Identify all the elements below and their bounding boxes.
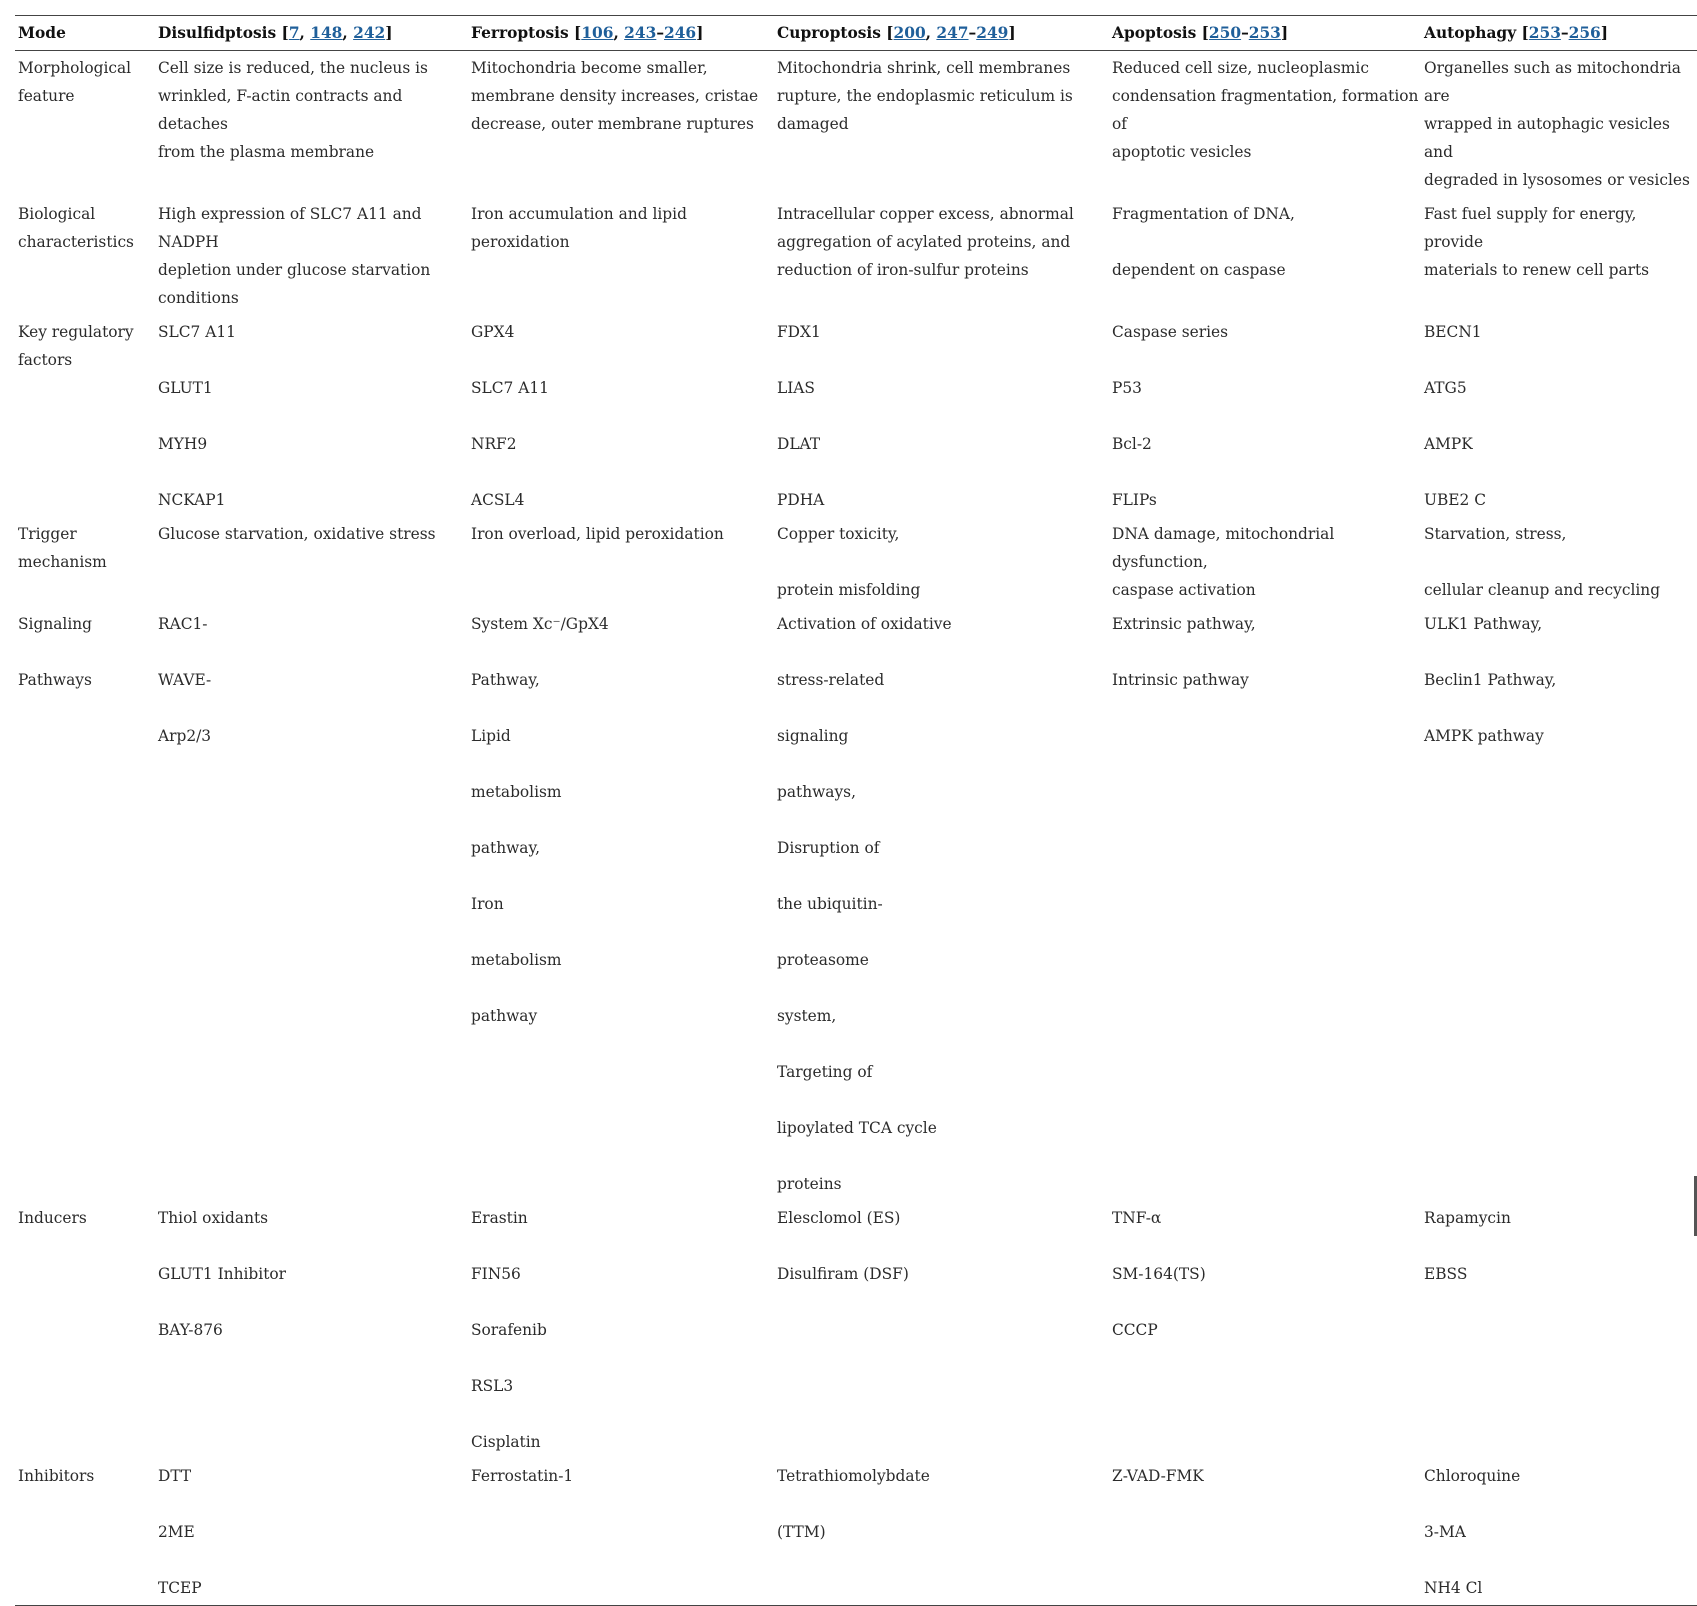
row-label <box>15 1459 155 1606</box>
cell-text: proteasome <box>777 951 869 969</box>
cell-text: GPX4 <box>471 323 515 341</box>
cell-text: Iron <box>471 895 504 913</box>
line-spacer <box>777 806 1109 834</box>
table-cell <box>774 315 1109 517</box>
table-row <box>15 197 1697 315</box>
line-spacer <box>158 402 468 430</box>
column-title: Autophagy [ <box>1424 24 1529 42</box>
table-cell <box>1109 51 1421 198</box>
cell-text: pathway, <box>471 839 541 857</box>
cell-text: the ubiquitin- <box>777 895 883 913</box>
line-spacer <box>471 1344 774 1372</box>
cell-text: signaling <box>777 727 849 745</box>
line-spacer <box>777 1142 1109 1170</box>
cell-text: Pathway, <box>471 671 540 689</box>
citation-link[interactable]: 250 <box>1208 24 1242 42</box>
cell-text: pathway <box>471 1007 538 1025</box>
cell-text: Organelles such as mitochondria are <box>1424 59 1681 105</box>
cell-text: High expression of SLC7 A11 and NADPH <box>158 205 422 251</box>
line-spacer <box>777 694 1109 722</box>
cell-text: stress-related <box>777 671 885 689</box>
cell-text: lipoylated TCA cycle <box>777 1119 937 1137</box>
citation-separator: – <box>656 24 665 42</box>
row-label-text: Biological <box>18 205 96 223</box>
cell-text: WAVE- <box>158 671 212 689</box>
cell-text: Copper toxicity, <box>777 525 900 543</box>
table-cell <box>774 1459 1109 1606</box>
header-ferroptosis <box>468 16 774 51</box>
cell-text: proteins <box>777 1175 842 1193</box>
cell-text: Intracellular copper excess, abnormal <box>777 205 1074 223</box>
table-cell <box>155 315 468 517</box>
line-spacer <box>777 974 1109 1002</box>
table-cell <box>155 1201 468 1459</box>
cell-text: Bcl-2 <box>1112 435 1152 453</box>
line-spacer <box>777 638 1109 666</box>
table-cell <box>468 1201 774 1459</box>
citation-link[interactable]: 242 <box>353 24 386 42</box>
row-label-text: Signaling <box>18 615 93 633</box>
line-spacer <box>1424 1546 1697 1574</box>
table-cell <box>774 51 1109 198</box>
line-spacer <box>777 346 1109 374</box>
cell-text: membrane density increases, cristae <box>471 87 759 105</box>
line-spacer <box>471 974 774 1002</box>
line-spacer <box>1112 1288 1421 1316</box>
row-label <box>15 517 155 607</box>
table-header <box>15 16 1697 51</box>
cell-text: NRF2 <box>471 435 517 453</box>
cell-text: decrease, outer membrane ruptures <box>471 115 754 133</box>
cell-text: Intrinsic pathway <box>1112 671 1249 689</box>
line-spacer <box>471 1400 774 1428</box>
line-spacer <box>471 458 774 486</box>
table-row <box>15 1201 1697 1459</box>
cell-text: Thiol oxidants <box>158 1209 269 1227</box>
cell-text: GLUT1 <box>158 379 213 397</box>
cell-text: Fast fuel supply for energy, provide <box>1424 205 1637 251</box>
table-cell <box>468 315 774 517</box>
line-spacer <box>471 1232 774 1260</box>
cell-text: Activation of oxidative <box>777 615 952 633</box>
cell-text: metabolism <box>471 951 562 969</box>
cell-text: DLAT <box>777 435 821 453</box>
cell-text: materials to renew cell parts <box>1424 261 1650 279</box>
table-cell <box>468 517 774 607</box>
row-label-text: Key regulatory <box>18 323 134 341</box>
cell-text: UBE2 C <box>1424 491 1486 509</box>
header-cuproptosis <box>774 16 1109 51</box>
cell-text: wrapped in autophagic vesicles and <box>1424 115 1670 161</box>
header-apoptosis <box>1109 16 1421 51</box>
cell-text: FLIPs <box>1112 491 1157 509</box>
cell-text: ULK1 Pathway, <box>1424 615 1543 633</box>
cell-text: LIAS <box>777 379 815 397</box>
cell-text: Disruption of <box>777 839 880 857</box>
citation-link[interactable]: 253 <box>1248 24 1281 42</box>
citation-separator: – <box>968 24 977 42</box>
cell-text: Iron accumulation and lipid peroxidation <box>471 205 687 251</box>
line-spacer <box>1112 402 1421 430</box>
cell-text: pathways, <box>777 783 856 801</box>
cell-text: GLUT1 Inhibitor <box>158 1265 287 1283</box>
row-label-text: Inducers <box>18 1209 87 1227</box>
table-cell <box>1421 197 1697 315</box>
cell-text: reduction of iron-sulfur proteins <box>777 261 1029 279</box>
table-cell <box>774 1201 1109 1459</box>
table-cell <box>155 197 468 315</box>
cell-text: apoptotic vesicles <box>1112 143 1252 161</box>
line-spacer <box>471 346 774 374</box>
line-spacer <box>471 918 774 946</box>
line-spacer <box>1424 638 1697 666</box>
table-cell <box>1421 1459 1697 1606</box>
citation-separator: , <box>613 24 625 42</box>
column-title: Cuproptosis [ <box>777 24 894 42</box>
cell-text: cellular cleanup and recycling <box>1424 581 1661 599</box>
line-spacer <box>777 1086 1109 1114</box>
row-label-text: characteristics <box>18 233 134 251</box>
line-spacer <box>471 750 774 778</box>
cell-text: condensation fragmentation, formation of <box>1112 87 1419 133</box>
table-cell <box>155 517 468 607</box>
line-spacer <box>777 918 1109 946</box>
line-spacer <box>18 638 147 666</box>
cell-text: Ferrostatin-1 <box>471 1467 574 1485</box>
cell-text: RAC1- <box>158 615 208 633</box>
line-spacer <box>1112 346 1421 374</box>
citation-bracket: ] <box>1008 24 1016 42</box>
line-spacer <box>1112 458 1421 486</box>
cell-text: FDX1 <box>777 323 821 341</box>
row-label <box>15 51 155 198</box>
line-spacer <box>158 346 468 374</box>
header-disulfidptosis <box>155 16 468 51</box>
cell-text: Cell size is reduced, the nucleus is <box>158 59 428 77</box>
row-label <box>15 1201 155 1459</box>
row-label <box>15 315 155 517</box>
citation-separator: – <box>1560 24 1569 42</box>
citation-link[interactable]: 253 <box>1528 24 1561 42</box>
cell-text: damaged <box>777 115 849 133</box>
line-spacer <box>777 458 1109 486</box>
line-spacer <box>1424 1490 1697 1518</box>
citation-link[interactable]: 256 <box>1568 24 1601 42</box>
citation-link[interactable]: 246 <box>664 24 697 42</box>
column-title: Disulfidptosis [ <box>158 24 289 42</box>
table-body <box>15 51 1697 1606</box>
row-label-text: Inhibitors <box>18 1467 95 1485</box>
line-spacer <box>158 458 468 486</box>
cell-text: BAY-876 <box>158 1321 223 1339</box>
cell-text: Erastin <box>471 1209 528 1227</box>
cell-text: aggregation of acylated proteins, and <box>777 233 1071 251</box>
cell-text: Beclin1 Pathway, <box>1424 671 1557 689</box>
row-label-text: Morphological <box>18 59 132 77</box>
cell-text: dependent on caspase <box>1112 261 1286 279</box>
line-spacer <box>471 862 774 890</box>
header-mode: Mode <box>15 16 155 51</box>
cell-text: SM-164(TS) <box>1112 1265 1206 1283</box>
table-row <box>15 1459 1697 1606</box>
cell-text: Fragmentation of DNA, <box>1112 205 1295 223</box>
table-row <box>15 51 1697 198</box>
cell-text: system, <box>777 1007 837 1025</box>
cell-text: wrinkled, F-actin contracts and detaches <box>158 87 403 133</box>
table-cell <box>468 607 774 1201</box>
line-spacer <box>471 402 774 430</box>
cell-text: degraded in lysosomes or vesicles <box>1424 171 1690 189</box>
citation-link[interactable]: 148 <box>310 24 343 42</box>
row-label-text: factors <box>18 351 73 369</box>
cell-text: System Xc⁻/GpX4 <box>471 615 609 633</box>
cell-text: Mitochondria shrink, cell membranes <box>777 59 1071 77</box>
table-cell <box>155 51 468 198</box>
line-spacer <box>1424 548 1697 576</box>
table-cell <box>1421 315 1697 517</box>
table-cell <box>1421 607 1697 1201</box>
cell-text: TCEP <box>158 1579 202 1597</box>
line-spacer <box>777 1030 1109 1058</box>
citation-bracket: ] <box>696 24 704 42</box>
cell-text: PDHA <box>777 491 825 509</box>
line-spacer <box>158 1546 468 1574</box>
cell-text: SLC7 A11 <box>158 323 236 341</box>
header-row <box>15 16 1697 51</box>
citation-separator: – <box>1241 24 1249 42</box>
citation-bracket: ] <box>1280 24 1289 42</box>
citation-link[interactable]: 243 <box>624 24 657 42</box>
line-spacer <box>471 806 774 834</box>
table-cell <box>1109 197 1421 315</box>
cell-text: Cisplatin <box>471 1433 541 1451</box>
cell-text: Starvation, stress, <box>1424 525 1567 543</box>
row-label-text: feature <box>18 87 75 105</box>
citation-link[interactable]: 200 <box>893 24 926 42</box>
cell-text: EBSS <box>1424 1265 1468 1283</box>
table-cell <box>468 1459 774 1606</box>
row-label <box>15 197 155 315</box>
column-title: Apoptosis [ <box>1112 24 1209 42</box>
cell-text: Rapamycin <box>1424 1209 1511 1227</box>
cell-text: Targeting of <box>777 1063 873 1081</box>
cell-text: caspase activation <box>1112 581 1256 599</box>
cell-text: TNF-α <box>1112 1209 1162 1227</box>
table-row <box>15 315 1697 517</box>
line-spacer <box>471 694 774 722</box>
cell-text: Elesclomol (ES) <box>777 1209 901 1227</box>
table-cell <box>1109 315 1421 517</box>
cell-text: Disulfiram (DSF) <box>777 1265 909 1283</box>
line-spacer <box>1112 228 1421 256</box>
line-spacer <box>777 548 1109 576</box>
table-cell <box>1421 1201 1697 1459</box>
cell-text: 2ME <box>158 1523 195 1541</box>
table-cell <box>1109 607 1421 1201</box>
citation-separator: , <box>342 24 354 42</box>
cell-text: Arp2/3 <box>158 727 212 745</box>
citation-separator: , <box>925 24 937 42</box>
cell-text: SLC7 A11 <box>471 379 549 397</box>
table-cell <box>1109 517 1421 607</box>
citation-bracket: ] <box>1600 24 1609 42</box>
column-title: Ferroptosis [ <box>471 24 582 42</box>
line-spacer <box>158 1288 468 1316</box>
cell-text: Extrinsic pathway, <box>1112 615 1256 633</box>
cell-text: Reduced cell size, nucleoplasmic <box>1112 59 1369 77</box>
cell-death-comparison-table <box>15 15 1697 1606</box>
citation-link[interactable]: 247 <box>936 24 969 42</box>
line-spacer <box>777 1232 1109 1260</box>
row-label <box>15 607 155 1201</box>
cell-text: 3-MA <box>1424 1523 1466 1541</box>
table-cell <box>468 197 774 315</box>
line-spacer <box>777 1490 1109 1518</box>
cell-text: Iron overload, lipid peroxidation <box>471 525 724 543</box>
line-spacer <box>777 750 1109 778</box>
cell-text: NH4 Cl <box>1424 1579 1483 1597</box>
cell-text: Mitochondria become smaller, <box>471 59 708 77</box>
cell-text: conditions <box>158 289 239 307</box>
cell-text: depletion under glucose starvation <box>158 261 431 279</box>
row-label-text: Pathways <box>18 671 92 689</box>
cell-text: Z-VAD-FMK <box>1112 1467 1204 1485</box>
line-spacer <box>1424 694 1697 722</box>
table-cell <box>1421 51 1697 198</box>
cell-text: DTT <box>158 1467 192 1485</box>
cell-text: Lipid <box>471 727 511 745</box>
cell-text: Chloroquine <box>1424 1467 1521 1485</box>
cell-text: AMPK pathway <box>1424 727 1544 745</box>
line-spacer <box>1112 1232 1421 1260</box>
cell-text: P53 <box>1112 379 1142 397</box>
line-spacer <box>1424 402 1697 430</box>
table-cell <box>774 607 1109 1201</box>
cell-text: metabolism <box>471 783 562 801</box>
line-spacer <box>158 694 468 722</box>
cell-text: DNA damage, mitochondrial dysfunction, <box>1112 525 1335 571</box>
table-cell <box>1109 1201 1421 1459</box>
cell-text: protein misfolding <box>777 581 921 599</box>
cell-text: RSL3 <box>471 1377 514 1395</box>
line-spacer <box>777 402 1109 430</box>
line-spacer <box>1424 458 1697 486</box>
line-spacer <box>1112 638 1421 666</box>
cell-text: from the plasma membrane <box>158 143 375 161</box>
row-label-text: Trigger <box>18 525 77 543</box>
line-spacer <box>1424 1232 1697 1260</box>
table-cell <box>155 1459 468 1606</box>
table-cell <box>468 51 774 198</box>
header-autophagy <box>1421 16 1697 51</box>
citation-link[interactable]: 249 <box>976 24 1009 42</box>
line-spacer <box>158 638 468 666</box>
cell-text: Glucose starvation, oxidative stress <box>158 525 436 543</box>
cell-text: FIN56 <box>471 1265 521 1283</box>
line-spacer <box>471 638 774 666</box>
cell-text: MYH9 <box>158 435 208 453</box>
line-spacer <box>1424 346 1697 374</box>
cell-text: BECN1 <box>1424 323 1482 341</box>
cell-text: ACSL4 <box>471 491 525 509</box>
citation-link[interactable]: 7 <box>288 24 300 42</box>
cell-text: Caspase series <box>1112 323 1229 341</box>
cell-text: rupture, the endoplasmic reticulum is <box>777 87 1073 105</box>
cell-text: Sorafenib <box>471 1321 547 1339</box>
cell-text: AMPK <box>1424 435 1473 453</box>
line-spacer <box>777 862 1109 890</box>
table-cell <box>1421 517 1697 607</box>
citation-separator: , <box>299 24 311 42</box>
citation-bracket: ] <box>385 24 393 42</box>
citation-link[interactable]: 106 <box>581 24 614 42</box>
cell-text: CCCP <box>1112 1321 1158 1339</box>
cell-text: NCKAP1 <box>158 491 226 509</box>
line-spacer <box>158 1232 468 1260</box>
cell-text: ATG5 <box>1424 379 1467 397</box>
table-cell <box>774 197 1109 315</box>
table-row <box>15 607 1697 1201</box>
table-cell <box>155 607 468 1201</box>
table-cell <box>774 517 1109 607</box>
line-spacer <box>471 1288 774 1316</box>
line-spacer <box>158 1490 468 1518</box>
table-row <box>15 517 1697 607</box>
cell-text: Tetrathiomolybdate <box>777 1467 930 1485</box>
row-label-text: mechanism <box>18 553 107 571</box>
cell-text: (TTM) <box>777 1523 826 1541</box>
table-cell <box>1109 1459 1421 1606</box>
